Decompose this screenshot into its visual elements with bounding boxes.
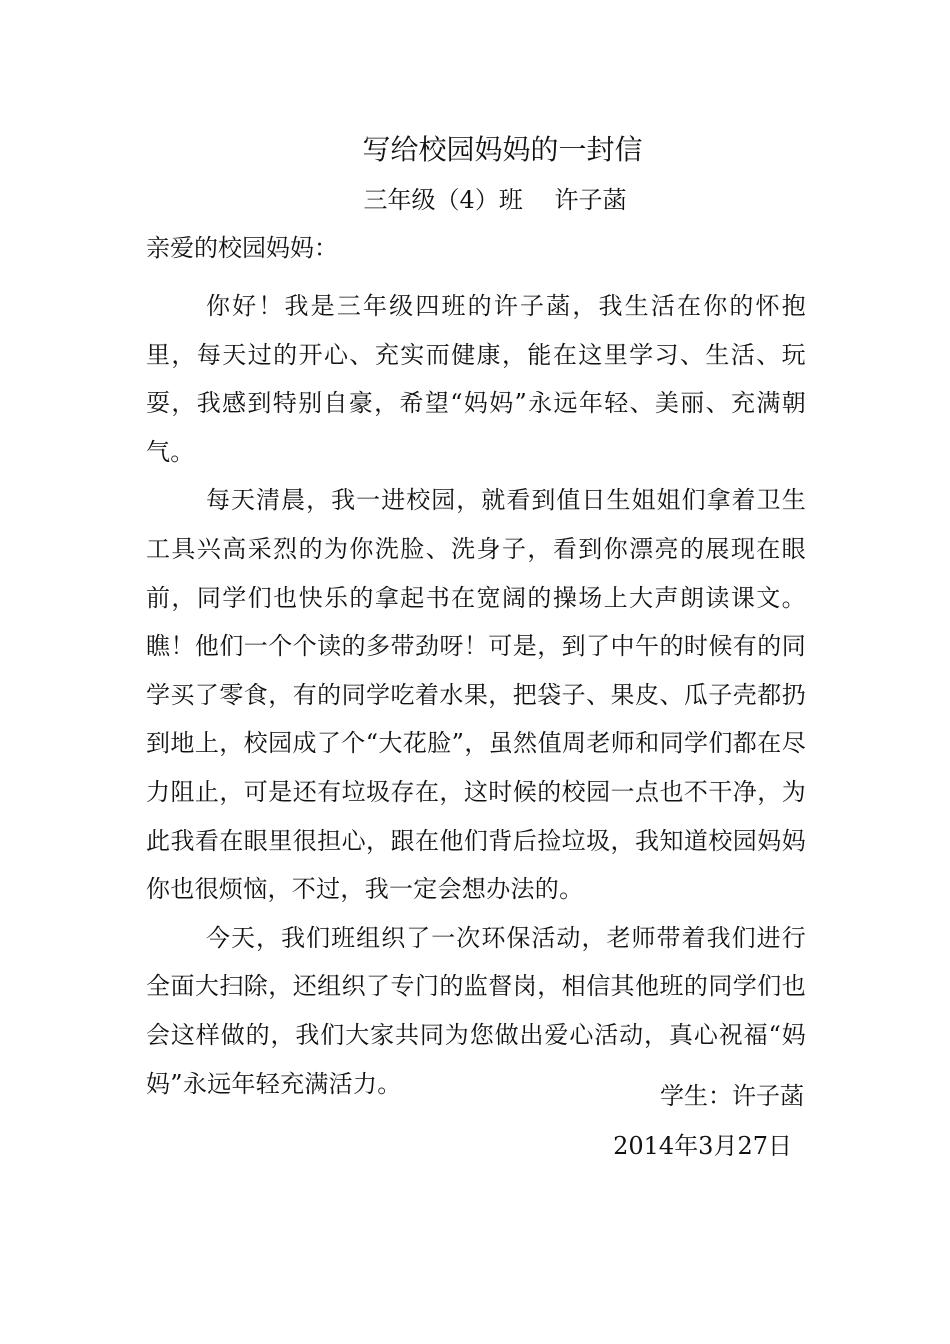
- salutation: 亲爱的校园妈妈：: [146, 234, 338, 262]
- letter-date: 2014年3月27日: [613, 1132, 792, 1160]
- author-line: 三年级（4）班 许子菡: [363, 186, 627, 214]
- signature: 学生：许子菡: [660, 1082, 804, 1110]
- paragraph-3: 今天，我们班组织了一次环保活动，老师带着我们进行全面大扫除，还组织了专门的监督岗，相信其他班的同学们也会这样做的，我们大家共同为您做出爱心活动，真心祝福“妈妈”永远年轻充满活力。: [146, 923, 806, 1098]
- paragraph-2: 每天清晨，我一进校园，就看到值日生姐姐们拿着卫生工具兴高采烈的为你洗脸、洗身子，看到你漂亮的展现在眼前，同学们也快乐的拿起书在宽阔的操场上大声朗读课文。瞧！他们一个个读的多带劲呀！可是，到了中午的时候有的同学买了零食，有的同学吃着水果，把袋子、果皮、瓜子壳都扔到地上，校园成了个“大花脸”，虽然值周老师和同学们都在尽力阻止，可是还有垃圾存在，这时候的校园一点也不干净，为此我看在眼里很担心，跟在他们背后捡垃圾，我知道校园妈妈你也很烦恼，不过，我一定会想办法的。: [146, 486, 806, 904]
- letter-body: [146, 282, 806, 1108]
- letter-title: 写给校园妈妈的一封信: [362, 133, 643, 166]
- paragraph-1: 你好！我是三年级四班的许子菡，我生活在你的怀抱里，每天过的开心、充实而健康，能在这里学习、生活、玩耍，我感到特别自豪，希望“妈妈”永远年轻、美丽、充满朝气。: [146, 292, 806, 466]
